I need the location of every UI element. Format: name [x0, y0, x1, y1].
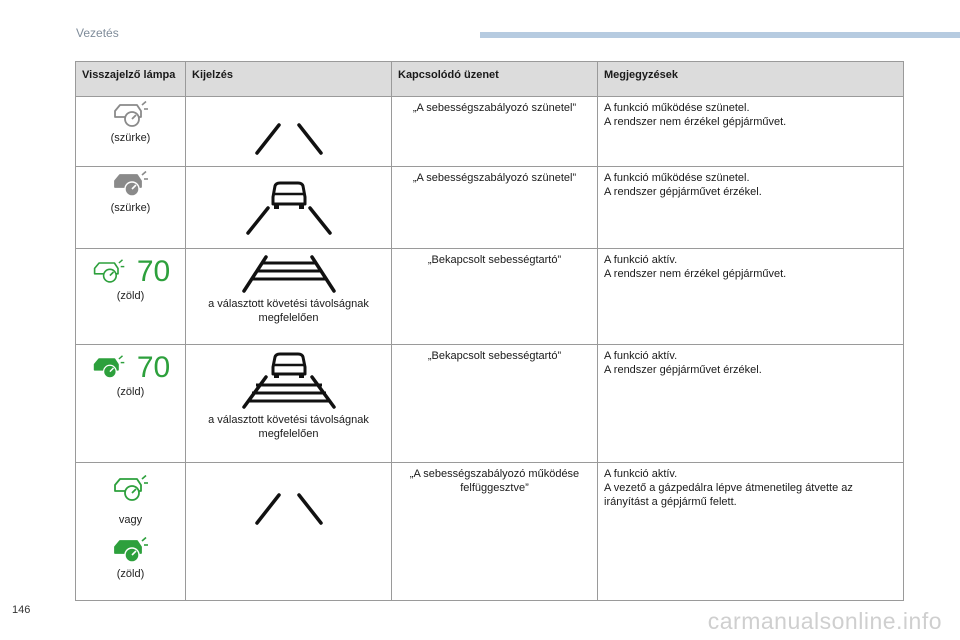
- lane-lines-icon: [239, 481, 339, 531]
- lamp-caption: (szürke): [110, 132, 151, 144]
- cruise-filled-green-icon: [111, 537, 151, 565]
- message-cell: „A sebességszabályozó szünetel”: [392, 167, 598, 249]
- note-line: A funkció aktív.: [604, 350, 678, 362]
- note-line: A vezető a gázpedálra lépve átmenetileg átvette az irányítást a gépjármű felett.: [604, 482, 853, 508]
- display-caption: a választott követési távolságnak megfelelően: [208, 298, 369, 324]
- notes-cell: [598, 167, 904, 249]
- col-header-display: Kijelzés: [186, 62, 392, 97]
- table-row: [76, 463, 904, 601]
- lamp-cell: [76, 345, 186, 463]
- display-cell: [186, 345, 392, 463]
- table-row: [76, 167, 904, 249]
- message-cell: „A sebességszabályozó működése felfüggesztve”: [392, 463, 598, 601]
- display-cell: [186, 249, 392, 345]
- message-cell: „Bekapcsolt sebességtartó”: [392, 249, 598, 345]
- col-header-message: Kapcsolódó üzenet: [392, 62, 598, 97]
- message-cell: „A sebességszabályozó szünetel”: [392, 97, 598, 167]
- cruise-outline-green-icon: [91, 258, 127, 286]
- note-line: A funkció működése szünetel.: [604, 102, 750, 114]
- set-speed-value: 70: [136, 255, 171, 288]
- indicator-table: [75, 61, 904, 601]
- set-speed-value: 70: [136, 351, 171, 384]
- note-line: A funkció aktív.: [604, 468, 678, 480]
- note-line: A rendszer nem érzékel gépjárművet.: [604, 116, 787, 128]
- cruise-outline-grey-icon: [111, 101, 151, 129]
- lamp-cell: [76, 463, 186, 601]
- lamp-caption: (zöld): [116, 568, 145, 580]
- page-number: 146: [12, 604, 31, 616]
- car-ahead-lane-icon: [234, 171, 344, 237]
- table-row: [76, 345, 904, 463]
- note-line: A rendszer gépjárművet érzékel.: [604, 364, 762, 376]
- lamp-cell: [76, 167, 186, 249]
- note-line: A rendszer nem érzékel gépjárművet.: [604, 268, 787, 280]
- message-cell: „Bekapcsolt sebességtartó”: [392, 345, 598, 463]
- distance-bars-lane-icon: [234, 253, 344, 295]
- cruise-filled-green-icon: [91, 354, 127, 382]
- section-bar: [480, 32, 960, 38]
- col-header-notes: Megjegyzések: [598, 62, 904, 97]
- lamp-cell: [76, 97, 186, 167]
- cruise-filled-grey-icon: [111, 171, 151, 199]
- lamp-cell: [76, 249, 186, 345]
- notes-cell: [598, 463, 904, 601]
- lamp-caption: (zöld): [116, 386, 145, 398]
- lamp-caption: (zöld): [116, 290, 145, 302]
- display-cell: [186, 463, 392, 601]
- lamp-or-text: vagy: [118, 514, 143, 526]
- display-caption: a választott követési távolságnak megfelelően: [208, 414, 369, 440]
- table-row: [76, 97, 904, 167]
- notes-cell: [598, 249, 904, 345]
- table-row: [76, 249, 904, 345]
- lamp-caption: (szürke): [110, 202, 151, 214]
- table-header-row: [76, 62, 904, 97]
- notes-cell: [598, 97, 904, 167]
- note-line: A funkció aktív.: [604, 254, 678, 266]
- display-cell: [186, 97, 392, 167]
- note-line: A rendszer gépjárművet érzékel.: [604, 186, 762, 198]
- note-line: A funkció működése szünetel.: [604, 172, 750, 184]
- lane-lines-icon: [239, 111, 339, 161]
- display-cell: [186, 167, 392, 249]
- cruise-outline-green-icon: [111, 475, 151, 503]
- watermark: carmanualsonline.info: [707, 608, 942, 634]
- notes-cell: [598, 345, 904, 463]
- col-header-lamp: Visszajelző lámpa: [76, 62, 186, 97]
- car-distance-bars-icon: [234, 349, 344, 411]
- section-title: Vezetés: [76, 26, 119, 40]
